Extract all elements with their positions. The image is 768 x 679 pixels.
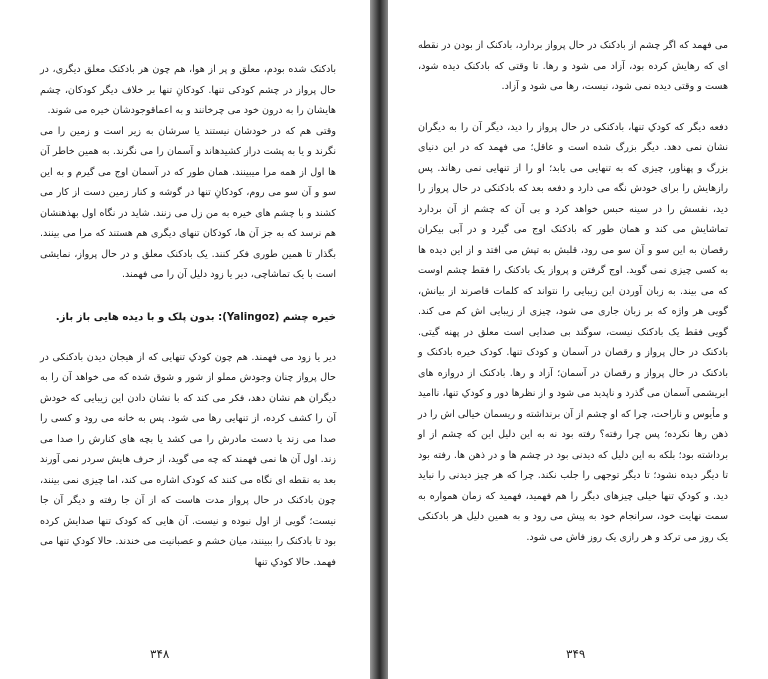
left-page-number: ۳۴۸ [150,647,170,661]
right-page [388,0,768,679]
right-page-number: ۳۴۹ [566,647,586,661]
book-gutter [370,0,388,679]
right-paragraph-2: دفعه دیگر که کودکِ تنها، بادکنکی در حال پرواز را دید، دیگر آن را به دیگران نشان نمی دهد. دیگر بزرگ شده است و عاقل؛ می فهمد که در این دنیای بزرگ و پهناور، چیزی که به تنهایی می یابد؛ او را از تنهایی نمی رهاند. پس رازهایش را برای خودش نگه می دارد و دفعه بعد که بادکنکی در حال پرواز را دید، نفسش را در سینه حبس خواهد کرد و بی آن که چشم از آن بردارد تماشایش می کند و همان طور که بادکنک اوج می گیرد و در آبی بیکران رقصان به این سو و آن سو می رود، قلبش به تپش می افتد و از این دیده ها به کسی چیزی نمی گوید. اوج گرفتن و پرواز یک بادکنک را فقط چشم اوست که می بیند. به زبان آوردن این زیبایی را نتواند که کلمات قاصرند از بیانش، گویی هر واژه که بر زبان جاری می شود، چیزی از زیبایی اش کم می کند. گویی فقط یک بادکنک نیست، سوگند بی صدایی است معلق در پهنه گیتی. بادکنک در حال پرواز و رقصان در آسمان و کودک تنها. کودک خیره بادکنک و بادکنک در حال پرواز و رقصان در آسمان؛ آزاد و رها. بادکنک از دروازه های ابریشمی آسمان می گذرد و ناپدید می شود و از نظرها دور و کودکِ تنها، ناامید و مأیوس و ناراحت، چرا که او چشم از آن برنداشته و ریسمان خیالی اش را در ذهن رها نکرده؛ پس چرا رفته؟ رفته بود نه به این دلیل این که چشم از او برداشته بود؛ بلکه به این دلیل که دیدنی بود در چشم ها و در ذهن ها. رفته بود تا دیگر دیده نشود؛ تا دیگر توجهی را جلب نکند. چرا که هر چیز دیدنی را نباید دید. و کودکِ تنها خیلی چیزهای دیگر را هم فهمید، فهمید که زمان همواره به سمت نهایت خود، سرانجام خود به پیش می رود و به همین دلیل هر بادکنکی یک روز می ترکد و هر رازی یک روز فاش می شود. [418,121,728,543]
section-heading: خیره چشم (Yalingoz): بدون پلک و با دیده هایی باز باز. [55,311,336,323]
left-page [0,0,370,679]
left-paragraph-2: وقتی هم که در خودشان نیستند یا سرشان به زیر است و زمین را می نگرند و یا به پشت دراز کشیدهاند و آسمان را می نگرند. به همین خاطر آن ها اول از همه مرا میبینند. همان طور که در آسمان اوج می گیرم و به این سو و آن سو می روم، کودکانِ تنها در گوشه و کنار زمین دست از کار می کشند و با چشم های خیره به من زل می زنند. شاید در نگاه اول بهذهنشان هم نرسد که به جز آن ها، کودکان تنهای دیگری هم هستند که مرا می بینند. بگذار تا همین طوری فکر کنند. یک بادکنک معلق و در حال پرواز، نمایشی است با یک تماشاچی، دیر یا زود دلیل آن را می فهمند. [40,125,336,280]
left-paragraph-1: بادکنک شده بودم، معلق و پر از هوا، هم چون هر بادکنک معلق دیگری، در حال پرواز در چشم کودکی تنها. کودکانِ تنها بر خلاف دیگر کودکان، چشم هایشان را به درون خود می چرخانند و به اعماقوجودشان خیره می شوند. [40,64,336,116]
right-paragraph-1: می فهمد که اگر چشم از بادکنک در حال پرواز بردارد، بادکنک از بودن در نقطه ای که رهایش کرده بود، آزاد می شود و رها. تا وقتی که بادکنک دیده شود، هست و وقتی دیده نمی شود، نیست، رها می شود و آزاد. [418,40,728,92]
left-paragraph-3: دیر یا زود می فهمند. هم چون کودکِ تنهایی که از هیجان دیدن بادکنکی در حال پرواز چنان وجودش مملو از شور و شوق شده که می خواهد آن را به دیگران هم نشان دهد، فکر می کند که با نشان دادن این زیبایی که خودش آن را کشف کرده، از تنهایی رها می شود. پس به خانه می رود و کسی را صدا می زند یا دست مادرش را می کشد یا بچه های کنارش را صدا می زند. اول آن ها نمی فهمند که چه می گوید، از حرف هایش سردر نمی آورند بعد به نقطه ای نگاه می کنند که کودک اشاره می کند، اما چیزی نمی بینند، چون بادکنک در حال پرواز مدت هاست که از آن جا رفته و دیگر آن جا نیست؛ گویی از اول نبوده و نیست. آن هایی که کودک تنها صدایش کرده بود تا بادکنک را ببینند، میان خشم و عصبانیت می خندند. حالا کودکِ تنها می فهمد. حالا کودکِ تنها [40,351,336,568]
